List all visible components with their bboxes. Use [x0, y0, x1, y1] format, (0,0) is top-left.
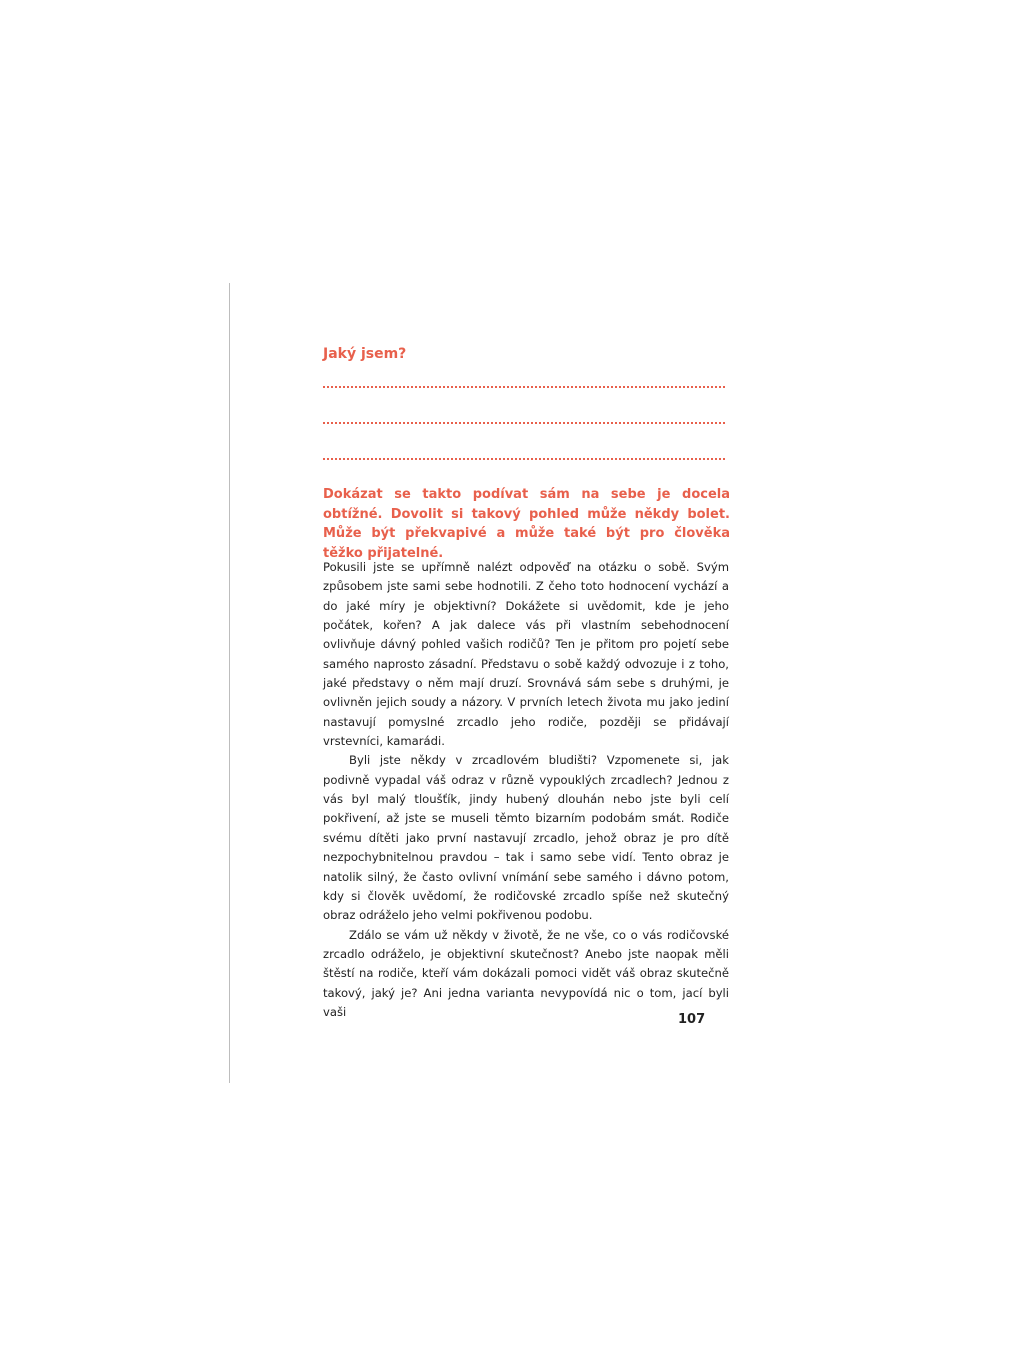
page-spine-line [229, 283, 230, 1083]
page-number: 107 [678, 1012, 706, 1027]
answer-line-2 [323, 422, 725, 424]
body-paragraph-3: Zdálo se vám už někdy v životě, že ne vše, co o vás rodičovské zrcadlo odráželo, je objektivní skutečnost? Anebo jste naopak měli štěstí na rodiče, kteří vám dokázali pomoci vidět váš obraz skutečně takový, jaký je? Ani jedna varianta nevypovídá nic o tom, jací byli vaši [323, 927, 729, 1019]
question-heading: Jaký jsem? [323, 346, 407, 362]
body-paragraph-1: Pokusili jste se upřímně nalézt odpověď na otázku o sobě. Svým způsobem jste sami sebe hodnotili. Z čeho toto hodnocení vychází a do jaké míry je objektivní? Dokážete si uvědomit, kde je jeho počátek, kořen? A jak dalece vás při vlastním sebehodnocení ovlivňuje dávný pohled vašich rodičů? Ten je přitom pro pojetí sebe samého naprosto zásadní. Představu o sobě každý odvozuje i z toho, jaké představy o něm mají druzí. Srovnává sám sebe s druhými, je ovlivněn jejich soudy a názory. V prvních letech života mu jako jediní nastavují pomyslné zrcadlo jeho rodiče, později se přidávají vrstevníci, kamarádi. [323, 560, 729, 749]
body-text [323, 558, 729, 1022]
answer-line-1 [323, 386, 725, 388]
lead-paragraph: Dokázat se takto podívat sám na sebe je docela obtížné. Dovolit si takový pohled může někdy bolet. Může být překvapivé a může také být pro člověka těžko přijatelné. [323, 487, 730, 561]
body-paragraph-2: Byli jste někdy v zrcadlovém bludišti? Vzpomenete si, jak podivně vypadal váš odraz v různě vypouklých zrcadlech? Jednou z vás byl malý tloušťík, jindy hubený dlouhán nebo jste byli celí pokřivení, až jste se museli těmto bizarním podobám smát. Rodiče svému dítěti jako první nastavují zrcadlo, jehož obraz je pro dítě nezpochybnitelnou pravdou – tak i samo sebe vidí. Tento obraz je natolik silný, že často ovlivní vnímání sebe samého i dávno potom, kdy si člověk uvědomí, že rodičovské zrcadlo spíše než skutečný obraz odráželo jeho velmi pokřivenou podobu. [323, 753, 729, 923]
answer-line-3 [323, 458, 725, 460]
